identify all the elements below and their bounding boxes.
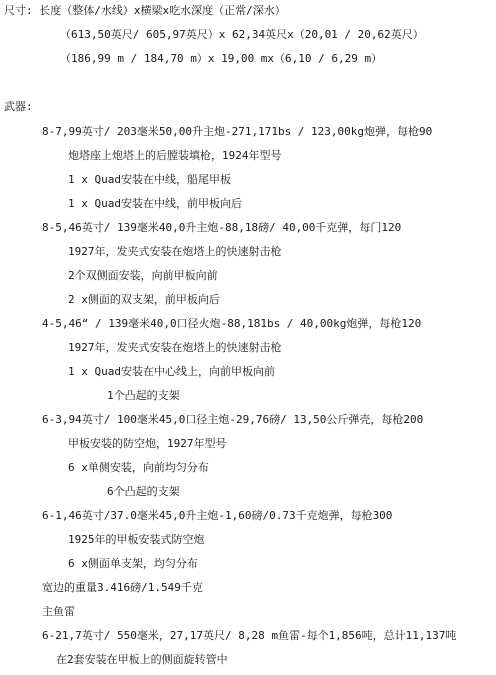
armament-line: 1925年的甲板安装式防空炮 xyxy=(68,533,205,546)
torpedo-line: 6-21,7英寸/ 550毫米，27,17英尺/ 8,28 m鱼雷-每个1,856吨，总计11,137吨 xyxy=(42,629,457,642)
armament-line: 6 x侧面单支架，均匀分布 xyxy=(68,557,198,570)
armament-line: 1927年，发夹式安装在炮塔上的快速射击枪 xyxy=(68,341,282,354)
armament-line: 炮塔座上炮塔上的后膛装填枪，1924年型号 xyxy=(68,149,282,162)
dimensions-metric-line: （186,99 m / 184,70 m）x 19,00 mx（6,10 / 6,29 m） xyxy=(60,52,383,65)
armament-line: 8-7,99英寸/ 203毫米50,00升主炮-271,171bs / 123,00kg炮弹，每枪90 xyxy=(42,125,433,138)
armament-line: 4-5,46“ / 139毫米40,0口径火炮-88,181bs / 40,00kg炮弹，每枪120 xyxy=(42,317,422,330)
armament-line: 2 x侧面的双支架，前甲板向后 xyxy=(68,293,220,306)
armament-line: 1个凸起的支架 xyxy=(107,389,180,402)
torpedo-heading: 主鱼雷 xyxy=(42,605,75,618)
armament-line: 6-1,46英寸/37.0毫米45,0升主炮-1,60磅/0.73千克炮弹，每枪300 xyxy=(42,509,393,522)
armament-line: 2个双侧面安装，向前甲板向前 xyxy=(68,269,218,282)
armament-line: 6 x单侧安装，向前均匀分布 xyxy=(68,461,209,474)
armament-line: 1927年，发夹式安装在炮塔上的快速射击枪 xyxy=(68,245,282,258)
armament-line: 1 x Quad安装在中线，船尾甲板 xyxy=(68,173,231,186)
torpedo-line: 在2套安装在甲板上的侧面旋转管中 xyxy=(56,653,228,666)
armament-heading: 武器: xyxy=(4,100,33,113)
armament-line: 8-5,46英寸/ 139毫米40,0升主炮-88,18磅/ 40,00千克弹，每门120 xyxy=(42,221,402,234)
armament-line: 1 x Quad安装在中线，前甲板向后 xyxy=(68,197,242,210)
dimensions-imperial-line: （613,50英尺/ 605,97英尺）x 62,34英尺x（20,01 / 20,62英尺） xyxy=(60,28,424,41)
broadside-weight-line: 宽边的重量3.416磅/1.549千克 xyxy=(42,581,203,594)
armament-line: 1 x Quad安装在中心线上，向前甲板向前 xyxy=(68,365,275,378)
armament-line: 6-3,94英寸/ 100毫米45,0口径主炮-29,76磅/ 13,50公斤弹壳，每枪200 xyxy=(42,413,424,426)
armament-line: 6个凸起的支架 xyxy=(107,485,180,498)
dimensions-label-line: 尺寸: 长度（整体/水线）x横梁x吃水深度（正常/深水） xyxy=(4,4,286,17)
armament-line: 甲板安装的防空炮，1927年型号 xyxy=(68,437,227,450)
